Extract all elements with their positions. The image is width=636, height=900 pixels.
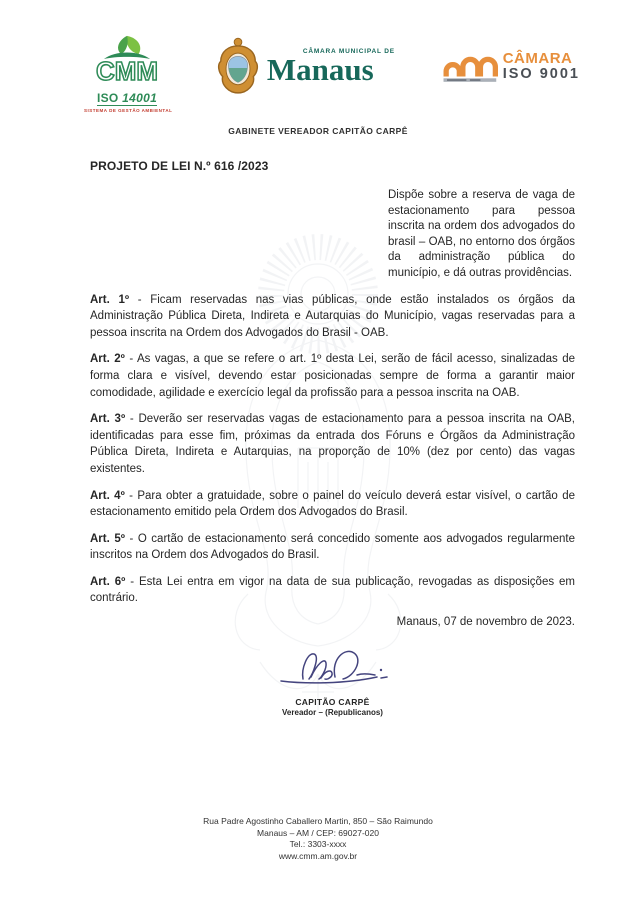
signature-block — [90, 644, 575, 717]
cmm-leaf-monogram-icon — [85, 34, 169, 84]
footer-phone-line: Tel.: 3303-xxxx — [289, 839, 347, 849]
iso14001-logo — [84, 34, 173, 113]
footer-city-cep-line: Manaus – AM / CEP: 69027-020 — [257, 827, 379, 838]
footer-address-line: Rua Padre Agostinho Caballero Martin, 850 – São Raimundo — [203, 816, 433, 826]
article-2-text: - As vagas, a que se refere o art. 1º desta Lei, serão de fácil acesso, sinalizadas de forma clara e visível, devendo estar posicionadas sempre de forma a garantir maior comodidade, agilidade e exercício legal da profissão para a pessoa inscrita na OAB. — [90, 353, 575, 399]
article-5-text: - O cartão de estacionamento será concedido somente aos advogados regularmente inscritos na Ordem dos Advogados do Brasil. — [90, 532, 575, 562]
iso14001-label: ISO 14001 — [96, 91, 158, 105]
signatory-role: Vereador – (Republicanos) — [282, 708, 383, 718]
camara-manaus-logo — [215, 36, 395, 98]
svg-text:CMM: CMM — [96, 56, 158, 84]
manaus-label: Manaus — [266, 52, 374, 88]
article-1-label: Art. 1º — [90, 293, 130, 306]
letterhead — [0, 0, 636, 113]
iso14001-caption: SISTEMA DE GESTÃO AMBIENTAL — [84, 108, 173, 113]
ementa: Dispõe sobre a reserva de vaga de estacionamento para pessoa inscrita na ordem dos advogados do brasil – OAB, no entorno dos órgãos da administração pública do município, e dá outras providências. — [388, 189, 575, 279]
article-5-label: Art. 5º — [90, 532, 125, 545]
article-3 — [90, 411, 575, 477]
footer-website: www.cmm.am.gov.br — [278, 850, 358, 861]
document-body — [0, 159, 636, 717]
article-3-label: Art. 3º — [90, 413, 126, 426]
iso9001-wordmark — [503, 51, 580, 82]
article-4-label: Art. 4º — [90, 489, 125, 502]
article-4-text: - Para obter a gratuidade, sobre o painel do veículo deverá estar visível, o cartão de estacionamento emitido pela Ordem dos Advogados do Brasil. — [90, 489, 575, 519]
article-1-text: - Ficam reservadas nas vias públicas, onde estão instalados os órgãos da Administração Pública Direta, Indireta e Autarquias do Município, vagas reservadas para a pessoa inscrita na Ordem dos Advogados do Brasil - OAB. — [90, 293, 575, 339]
document-title: PROJETO DE LEI N.º 616 /2023 — [90, 159, 269, 173]
article-2-label: Art. 2º — [90, 353, 125, 366]
article-5 — [90, 531, 575, 564]
camara-label: CÂMARA — [502, 49, 573, 67]
article-6 — [90, 574, 575, 607]
signatory-name: CAPITÃO CARPÊ — [295, 697, 370, 708]
manaus-crest-icon — [215, 36, 261, 98]
manaus-wordmark — [267, 49, 395, 86]
arches-icon — [440, 46, 498, 86]
article-2 — [90, 351, 575, 401]
iso9001-logo — [440, 46, 580, 86]
article-3-text: - Deverão ser reservadas vagas de estacionamento para a pessoa inscrita na OAB, identificadas para esse fim, próximas da entrada dos Fóruns e Órgãos da Administração Pública Direta, Indireta e Autarquias, na proporção de 10% (dez por cento) das vagas existentes. — [90, 413, 575, 475]
iso9001-label: ISO 9001 — [502, 65, 580, 82]
article-6-text: - Esta Lei entra em vigor na data de sua publicação, revogadas as disposições em contrário. — [90, 575, 575, 605]
camara-municipal-label: CÂMARA MUNICIPAL DE — [302, 47, 395, 55]
article-6-label: Art. 6º — [90, 575, 126, 588]
article-1 — [90, 292, 575, 342]
office-title: GABINETE VEREADOR CAPITÃO CARPÊ — [228, 126, 408, 136]
article-4 — [90, 488, 575, 521]
dateline: Manaus, 07 de novembro de 2023. — [396, 616, 575, 629]
signature-icon — [273, 644, 393, 692]
footer — [0, 816, 636, 862]
